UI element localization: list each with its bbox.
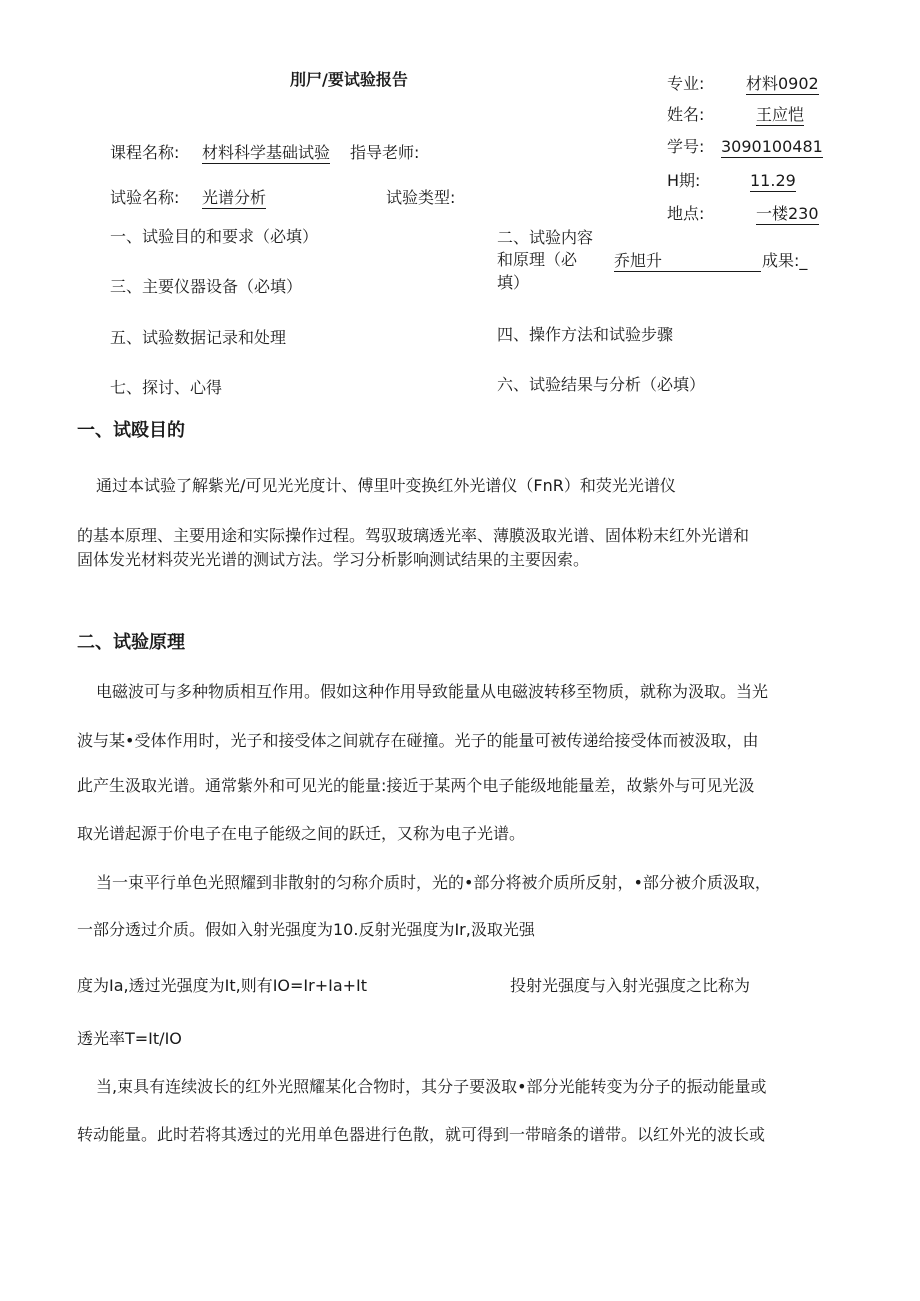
course-value: 材料科学基础试验 bbox=[202, 143, 330, 164]
outline-item-2-line1: 二、试验内容 bbox=[497, 228, 594, 247]
report-title: 刖尸/要试验报告 bbox=[290, 70, 408, 89]
section-2-p2-line-1: 当一束平行单色光照耀到非散射的匀称介质时，光的•部分将被介质所反射，•部分被介质汲取， bbox=[96, 873, 771, 892]
section-1-line-1: 通过本试验了解紫光/可见光光度计、傅里叶变换红外光谱仪（FnR）和荧光光谱仪 bbox=[96, 476, 676, 495]
section-2-p1-line-2: 波与某•受体作用时，光子和接受体之间就存在碰撞。光子的能量可被传递给接受体而被汲取，由 bbox=[77, 731, 759, 750]
section-2-p2-line-4: 透光率T=It/IO bbox=[77, 1029, 182, 1048]
section-2-p2-line-2: 一部分透过介质。假如入射光强度为10.反射光强度为Ir,汲取光强 bbox=[77, 920, 535, 939]
experiment-value: 光谱分析 bbox=[202, 188, 266, 209]
section-2-p3-line-2: 转动能量。此时若将其透过的光用单色器进行色散，就可得到一带暗条的谱带。以红外光的波长或 bbox=[77, 1125, 766, 1144]
outline-item-2-line3: 填） bbox=[497, 273, 530, 292]
section-2-p2-line-3a: 度为Ia,透过光强度为It,则有IO=Ir+Ia+It bbox=[77, 976, 368, 995]
outline-item-5: 五、试验数据记录和处理 bbox=[110, 328, 287, 347]
outline-item-6: 六、试验结果与分析（必填） bbox=[497, 375, 706, 394]
teacher-label: 指导老师: bbox=[350, 143, 420, 162]
experiment-label: 试验名称: bbox=[110, 188, 180, 207]
course-label: 课程名称: bbox=[110, 143, 180, 162]
section-2-p1-line-3: 此产生汲取光谱。通常紫外和可见光的能量:接近于某两个电子能级地能量差，故紫外与可见光汲 bbox=[77, 776, 755, 795]
outline-item-3: 三、主要仪器设备（必填） bbox=[110, 277, 303, 296]
type-label: 试验类型: bbox=[386, 188, 456, 207]
teacher-value: 乔旭升 bbox=[614, 251, 761, 272]
outline-item-4: 四、操作方法和试验步骤 bbox=[497, 325, 674, 344]
section-2-p2-line-3b: 投射光强度与入射光强度之比称为 bbox=[510, 976, 751, 995]
section-2-p1-line-4: 取光谱起源于价电子在电子能级之间的跃迁，又称为电子光谱。 bbox=[77, 824, 526, 843]
section-2-p1-line-1: 电磁波可与多种物质相互作用。假如这种作用导致能量从电磁波转移至物质，就称为汲取。当光 bbox=[96, 682, 769, 701]
date-value: 11.29 bbox=[750, 171, 796, 192]
result-label: 成果:_ bbox=[762, 251, 808, 270]
location-label: 地点: bbox=[667, 204, 705, 223]
name-value: 王应恺 bbox=[756, 105, 804, 126]
outline-item-1: 一、试验目的和要求（必填） bbox=[110, 227, 319, 246]
section-1-line-3: 固体发光材料荧光光谱的测试方法。学习分析影响测试结果的主要因索。 bbox=[77, 550, 590, 569]
name-label: 姓名: bbox=[667, 105, 705, 124]
major-value: 材料0902 bbox=[746, 74, 819, 95]
section-1-heading: 一、试殴目的 bbox=[77, 420, 185, 441]
section-1-line-2: 的基本原理、主要用途和实际操作过程。驾驭玻璃透光率、薄膜汲取光谱、固体粉末红外光谱和 bbox=[77, 526, 750, 545]
date-label: H期: bbox=[667, 171, 701, 190]
student-id-label: 学号: bbox=[667, 137, 705, 156]
section-2-p3-line-1: 当,束具有连续波长的红外光照耀某化合物时，其分子要汲取•部分光能转变为分子的振动能量或 bbox=[96, 1077, 767, 1096]
outline-item-2-line2: 和原理（必 bbox=[497, 250, 578, 269]
student-id-value: 3090100481 bbox=[721, 137, 823, 158]
section-2-heading: 二、试验原理 bbox=[77, 632, 185, 653]
location-value: 一楼230 bbox=[756, 204, 819, 225]
outline-item-7: 七、探讨、心得 bbox=[110, 378, 223, 397]
major-label: 专业: bbox=[667, 74, 705, 93]
